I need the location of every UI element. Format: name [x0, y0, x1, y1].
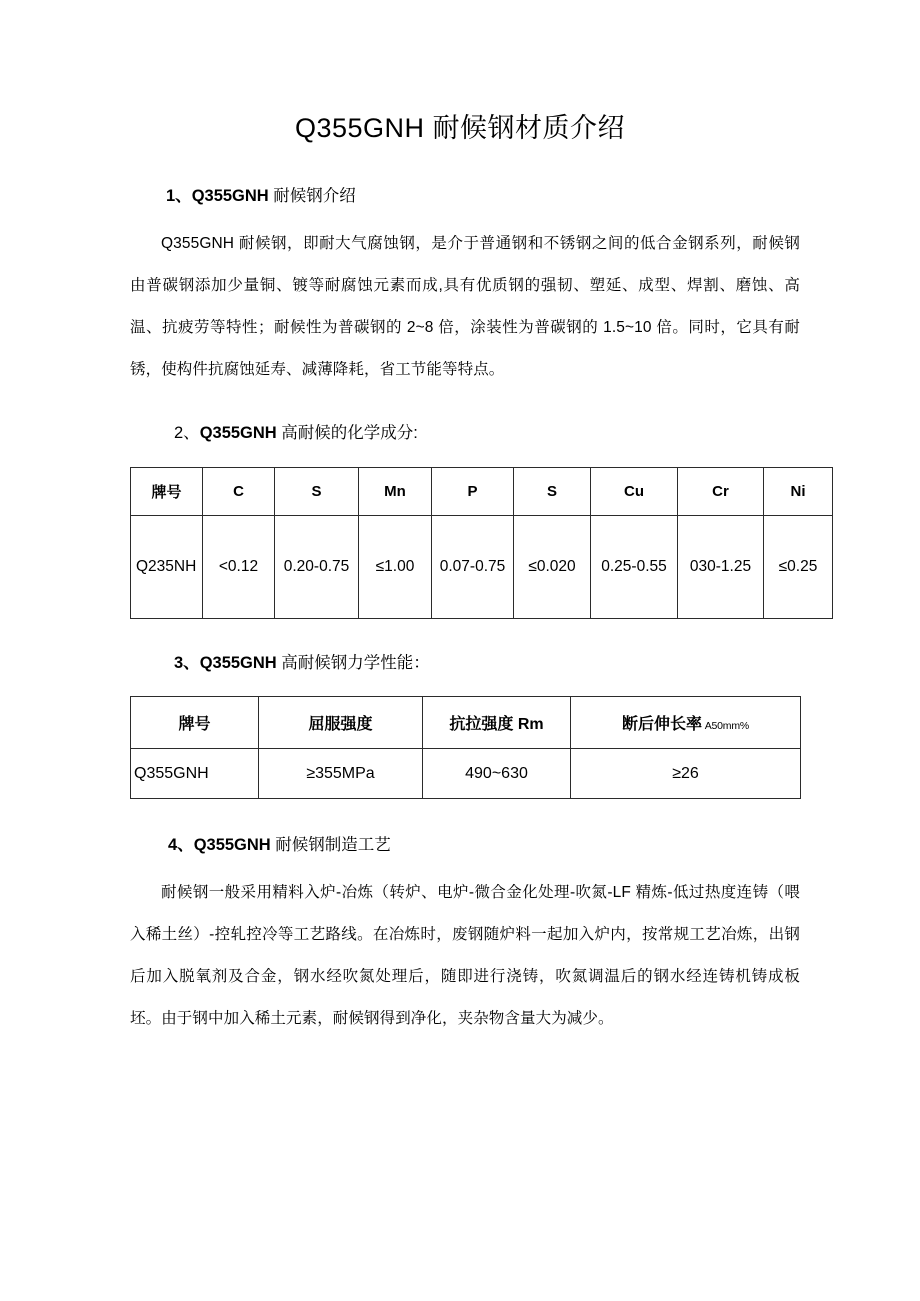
- chem-cell-c: <0.12: [203, 516, 275, 619]
- section-4-paragraph: 耐候钢一般采用精料入炉-冶炼（转炉、电炉-微合金化处理-吹氮-LF 精炼-低过热度连铸（喂入稀土丝）-控轧控冷等工艺路线。在冶炼时，废钢随炉料一起加入炉内，按常规工艺冶炼，出钢后加入脱氧剂及合金，钢水经吹氮处理后，随即进行浇铸，吹氮调温后的钢水经连铸机铸成板坯。由于钢中加入稀土元素，耐候钢得到净化，夹杂物含量大为减少。: [130, 883, 800, 1027]
- chem-header-cell: S: [514, 468, 591, 516]
- mech-cell-elongation: ≥26: [571, 749, 801, 799]
- mech-cell-yield: ≥355MPa: [259, 749, 423, 799]
- section-4-title: 耐候钢制造工艺: [270, 836, 391, 854]
- section-4-number: 4、: [168, 836, 194, 854]
- mech-header-cell: 抗拉强度 Rm: [423, 697, 571, 749]
- chem-cell-s1: 0.20-0.75: [275, 516, 359, 619]
- section-heading-4: [130, 799, 800, 858]
- section-3-title: 高耐候钢力学性能：: [276, 654, 430, 673]
- section-2-number: 2、: [174, 423, 200, 442]
- mech-header-cell: 牌号: [131, 697, 259, 749]
- chem-cell-ni: ≤0.25: [764, 516, 833, 619]
- chem-cell-cr: 030-1.25: [678, 516, 764, 619]
- chem-cell-brand: Q235NH: [131, 516, 203, 619]
- chem-cell-s2: ≤0.020: [514, 516, 591, 619]
- section-2-code: Q355GNH: [199, 423, 277, 442]
- section-heading-3: [130, 619, 800, 676]
- mech-header-cell-elongation: [571, 697, 801, 749]
- mech-header-main: 断后伸长率: [621, 716, 702, 733]
- section-3-code: Q355GNH: [199, 654, 277, 673]
- chem-header-cell: Ni: [764, 468, 833, 516]
- mech-header-cell: 屈服强度: [259, 697, 423, 749]
- section-2-title: 高耐候的化学成分:: [276, 423, 418, 442]
- mechanical-properties-table: [130, 696, 801, 799]
- section-1-title: 耐候钢介绍: [268, 186, 356, 205]
- section-1-paragraph: Q355GNH 耐候钢，即耐大气腐蚀钢，是介于普通钢和不锈钢之间的低合金钢系列，耐候钢由普碳钢添加少量铜、镀等耐腐蚀元素而成,具有优质钢的强韧、塑延、成型、焊割、磨蚀、高温、抗疲劳等特性；耐候性为普碳钢的 2~8 倍，涂装性为普碳钢的 1.5~10 倍。同时，它具有耐锈，使构件抗腐蚀延寿、减薄降耗，省工节能等特点。: [130, 234, 800, 378]
- chem-cell-p: 0.07-0.75: [432, 516, 514, 619]
- mech-header-subscript: A50mm%: [701, 720, 750, 732]
- table-row: [131, 516, 833, 619]
- chem-header-cell: Cu: [591, 468, 678, 516]
- chem-header-cell: Mn: [359, 468, 432, 516]
- section-1-code: Q355GNH: [191, 186, 269, 205]
- table-header-row: [131, 697, 801, 749]
- section-1-number: 1、: [166, 186, 192, 205]
- section-heading-1: [130, 146, 800, 209]
- chem-header-cell: S: [275, 468, 359, 516]
- chem-cell-cu: 0.25-0.55: [591, 516, 678, 619]
- chem-header-cell: 牌号: [131, 468, 203, 516]
- table-header-row: [131, 468, 833, 516]
- chem-header-cell: P: [432, 468, 514, 516]
- mech-cell-tensile: 490~630: [423, 749, 571, 799]
- section-3-number: 3、: [174, 654, 200, 673]
- mech-cell-brand: Q355GNH: [131, 749, 259, 799]
- chemical-composition-table: [130, 467, 833, 619]
- chem-cell-mn: ≤1.00: [359, 516, 432, 619]
- section-4-code: Q355GNH: [193, 836, 271, 854]
- table-row: [131, 749, 801, 799]
- section-heading-2: [130, 391, 800, 446]
- page-title: Q355GNH 耐候钢材质介绍: [294, 113, 626, 143]
- chem-header-cell: Cr: [678, 468, 764, 516]
- chem-header-cell: C: [203, 468, 275, 516]
